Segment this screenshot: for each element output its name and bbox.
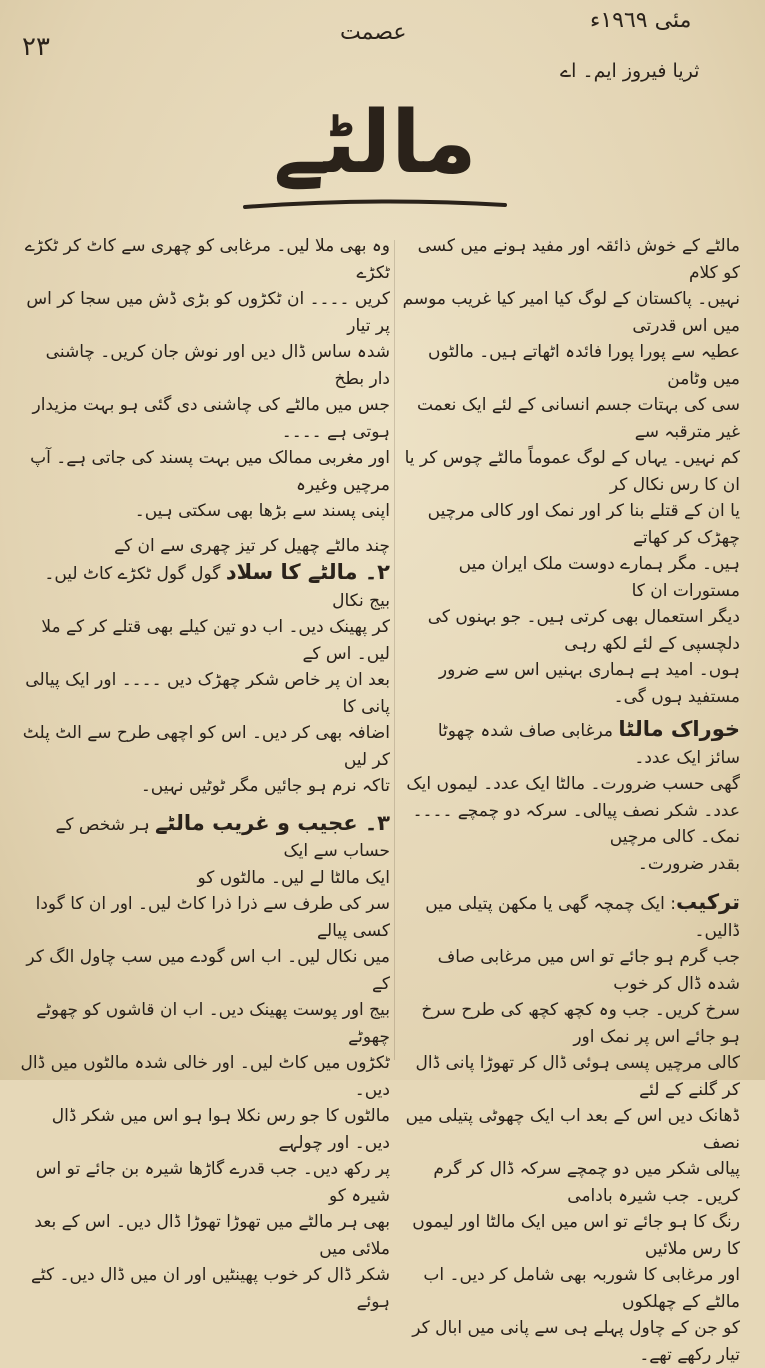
continued-line: شدہ ساس ڈال دیں اور نوش جان کریں۔ چاشنی دار بطخ bbox=[45, 342, 390, 389]
method-line: ایک چمچہ گھی یا مکھن پتیلی میں ڈالیں۔ bbox=[425, 894, 740, 941]
ajeeb-line: بیج اور پوست پھینک دیں۔ اب ان قاشوں کو چھوٹے چھوٹے bbox=[36, 1000, 390, 1047]
salad-line: اضافہ بھی کر دیں۔ اس کو اچھی طرح سے الٹ پلٹ کر لیں bbox=[22, 723, 390, 770]
continued-line: جس میں مالٹے کی چاشنی دی گئی ہو بہت مزیدار ہوتی ہے ۔۔۔۔ bbox=[32, 395, 390, 442]
method-line: ڈھانک دیں اس کے بعد اب ایک چھوٹی پتیلی میں نصف bbox=[405, 1106, 740, 1153]
ajeeb-line: مالٹوں کا جو رس نکلا ہوا ہو اس میں شکر ڈال دیں۔ اور چولہے bbox=[51, 1106, 390, 1153]
method-line: جب گرم ہو جائے تو اس میں مرغابی صاف شدہ ڈال کر خوب bbox=[437, 947, 740, 994]
intro-line: نہیں۔ پاکستان کے لوگ کیا امیر کیا غریب موسم میں اس قدرتی bbox=[402, 289, 740, 336]
method-line: کو جن کے چاول پہلے ہی سے پانی میں ابال کر تیار رکھے تھے۔ bbox=[412, 1318, 740, 1365]
ajeeb-line: ایک مالٹا لے لیں۔ مالٹوں کو bbox=[197, 867, 390, 888]
ajeeb-line: ہر شخص کے حساب سے ایک bbox=[55, 814, 390, 861]
ajeeb-line: بھی ہر مالٹے میں تھوڑا تھوڑا ڈال دیں۔ اس کے بعد ملائی میں bbox=[34, 1212, 390, 1259]
intro-line: ہوں۔ امید ہے ہماری بہنیں اس سے ضرور مستفید ہوں گی۔ bbox=[438, 660, 740, 707]
column-divider bbox=[394, 240, 395, 1060]
method-line: سرخ کریں۔ جب وہ کچھ کچھ کی طرح سرخ ہو جائے اس پر نمک اور bbox=[421, 1000, 740, 1047]
ingredient-line: گھی حسب ضرورت۔ مالٹا ایک عدد۔ لیموں ایک bbox=[406, 774, 740, 794]
page-number: ٢٣ bbox=[22, 32, 50, 62]
intro-line: یا ان کے قتلے بنا کر اور نمک اور کالی مرچیں چھڑک کر کھاتے bbox=[427, 501, 740, 548]
magazine-name: عصمت bbox=[340, 20, 407, 45]
continued-line: کریں ۔۔۔۔ ان ٹکڑوں کو بڑی ڈش میں سجا کر اس پر تیار bbox=[26, 289, 390, 336]
issue-date: مئی ١٩٦٩ء bbox=[590, 8, 692, 33]
right-column: مالٹے کے خوش ذائقہ اور مفید ہونے میں کسی کو کلام نہیں۔ پاکستان کے لوگ کیا امیر کیا غریب موسم میں اس قدرتی عطیہ سے پورا پورا فائدہ اٹھاتے ہیں۔ مالٹوں میں وٹامن سی کی بہتات جسم انسانی کے لئے ایک نعمت غیر مترقبہ سے کم نہیں۔ یہاں کے لوگ عموماً مالٹے چوس کر یا ان کا رس نکال کر یا ان کے قتلے بنا کر اور نمک اور کالی مرچیں چھڑک کر کھاتے ہیں۔ مگر ہمارے دوست ملک ایران میں مستورات ان کا دیگر استعمال بھی کرتی ہیں۔ جو بہنوں کی دلچسپی کے لئے لکھ رہی ہوں۔ امید ہے ہماری بہنیں اس سے ضرور مستفید ہوں گی۔ خوراک مالٹا مرغابی صاف شدہ چھوٹا سائز ایک عدد۔ گھی حسب ضرورت۔ مالٹا ایک عدد۔ لیموں ایک عدد۔ شکر نصف پیالی۔ سرکہ دو چمچے ۔۔۔۔ نمک۔ کالی مرچیں بقدر ضرورت۔ ترکیب: ایک چمچہ گھی یا مکھن پتیلی میں ڈالیں۔ جب گرم ہو جائے تو اس میں مرغابی صاف شدہ ڈال کر خوب سرخ کریں۔ جب وہ کچھ کچھ کی طرح سرخ ہو جائے اس پر نمک اور کالی مرچیں پسی ہوئی ڈال کر تھوڑا پانی ڈال کر گلنے کے لئے ڈھانک دیں اس کے بعد اب ایک چھوٹی پتیلی میں نصف پیالی شکر میں دو چمچے سرکہ ڈال کر گرم کریں۔ جب شیرہ بادامی رنگ کا ہو جائے تو اس میں ایک مالٹا اور لیموں کا رس ملائیں اور مرغابی کا شوربہ بھی شامل کر دیں۔ اب مالٹے کے چھلکوں کو جن کے چاول پہلے ہی سے پانی میں ابال کر تیار رکھے تھے۔ bbox=[400, 233, 740, 1368]
section-heading-salad: ٢۔ مالٹے کا سلاد bbox=[225, 560, 390, 584]
author-name: ثریا فیروز ایم۔ اے bbox=[560, 60, 700, 82]
salad-line: گول گول ٹکڑے کاٹ لیں۔ بیج نکال bbox=[44, 564, 390, 611]
title-flourish-icon bbox=[240, 195, 510, 211]
salad-line: کر پھینک دیں۔ اب دو تین کیلے بھی قتلے کر کے ملا لیں۔ اس کے bbox=[41, 617, 390, 664]
method-line: رنگ کا ہو جائے تو اس میں ایک مالٹا اور لیموں کا رس ملائیں bbox=[412, 1212, 740, 1259]
intro-line: کم نہیں۔ یہاں کے لوگ عموماً مالٹے چوس کر یا ان کا رس نکال کر bbox=[404, 448, 740, 495]
method-line: کالی مرچیں پسی ہوئی ڈال کر تھوڑا پانی ڈال کر گلنے کے لئے bbox=[415, 1053, 740, 1100]
salad-line: چند مالٹے چھیل کر تیز چھری سے ان کے bbox=[114, 535, 390, 556]
ajeeb-line: ٹکڑوں میں کاٹ لیں۔ اور خالی شدہ مالٹوں میں ڈال دیں۔ bbox=[20, 1053, 390, 1100]
intro-line: سی کی بہتات جسم انسانی کے لئے ایک نعمت غیر مترقبہ سے bbox=[416, 395, 740, 442]
section-heading-ajeeb: ٣۔ عجیب و غریب مالٹے bbox=[155, 810, 390, 835]
method-label: ترکیب bbox=[676, 890, 740, 914]
intro-line: ہیں۔ مگر ہمارے دوست ملک ایران میں مستورات ان کا bbox=[458, 554, 740, 601]
ingredient-line: عدد۔ شکر نصف پیالی۔ سرکہ دو چمچے ۔۔۔۔ نمک۔ کالی مرچیں bbox=[412, 800, 740, 847]
continued-line: اور مغربی ممالک میں بہت پسند کی جاتی ہے۔ آپ مرچیں وغیرہ bbox=[30, 448, 390, 495]
method-line: پیالی شکر میں دو چمچے سرکہ ڈال کر گرم کریں۔ جب شیرہ بادامی bbox=[433, 1159, 740, 1206]
ingredient-line: بقدر ضرورت۔ bbox=[637, 853, 740, 874]
salad-line: تاکہ نرم ہو جائیں مگر ٹوٹیں نہیں۔ bbox=[140, 776, 390, 796]
intro-line: مالٹے کے خوش ذائقہ اور مفید ہونے میں کسی کو کلام bbox=[417, 236, 740, 283]
ajeeb-line: پر رکھ دیں۔ جب قدرے گاڑھا شیرہ بن جائے تو اس شیرہ کو bbox=[35, 1159, 390, 1206]
intro-line: دیگر استعمال بھی کرتی ہیں۔ جو بہنوں کی دلچسپی کے لئے لکھ رہی bbox=[427, 607, 740, 654]
continued-line: اپنی پسند سے بڑھا بھی سکتی ہیں۔ bbox=[134, 501, 390, 521]
ajeeb-line: سر کی طرف سے ذرا ذرا کاٹ لیں۔ اور ان کا گودا کسی پیالے bbox=[35, 894, 390, 941]
method-line: اور مرغابی کا شوربہ بھی شامل کر دیں۔ اب مالٹے کے چھلکوں bbox=[423, 1265, 740, 1312]
ingredient-line: مرغابی صاف شدہ چھوٹا سائز ایک عدد۔ bbox=[437, 721, 740, 768]
intro-line: عطیہ سے پورا پورا فائدہ اٹھاتے ہیں۔ مالٹوں میں وٹامن bbox=[427, 342, 740, 389]
ajeeb-line: شکر ڈال کر خوب پھینٹیں اور ان میں ڈال دیں۔ کٹے ہوئے bbox=[30, 1265, 390, 1312]
article-title: مالٹے bbox=[273, 93, 477, 193]
left-column bbox=[20, 233, 390, 1315]
ajeeb-line: میں نکال لیں۔ اب اس گودے میں سب چاول الگ کر کے bbox=[26, 947, 390, 994]
continued-line: وہ بھی ملا لیں۔ مرغابی کو چھری سے کاٹ کر ٹکڑے ٹکڑے bbox=[24, 236, 390, 283]
section-heading-murghi: خوراک مالٹا bbox=[618, 717, 740, 741]
salad-line: بعد ان پر خاص شکر چھڑک دیں ۔۔۔۔ اور ایک پیالی پانی کا bbox=[25, 670, 390, 717]
